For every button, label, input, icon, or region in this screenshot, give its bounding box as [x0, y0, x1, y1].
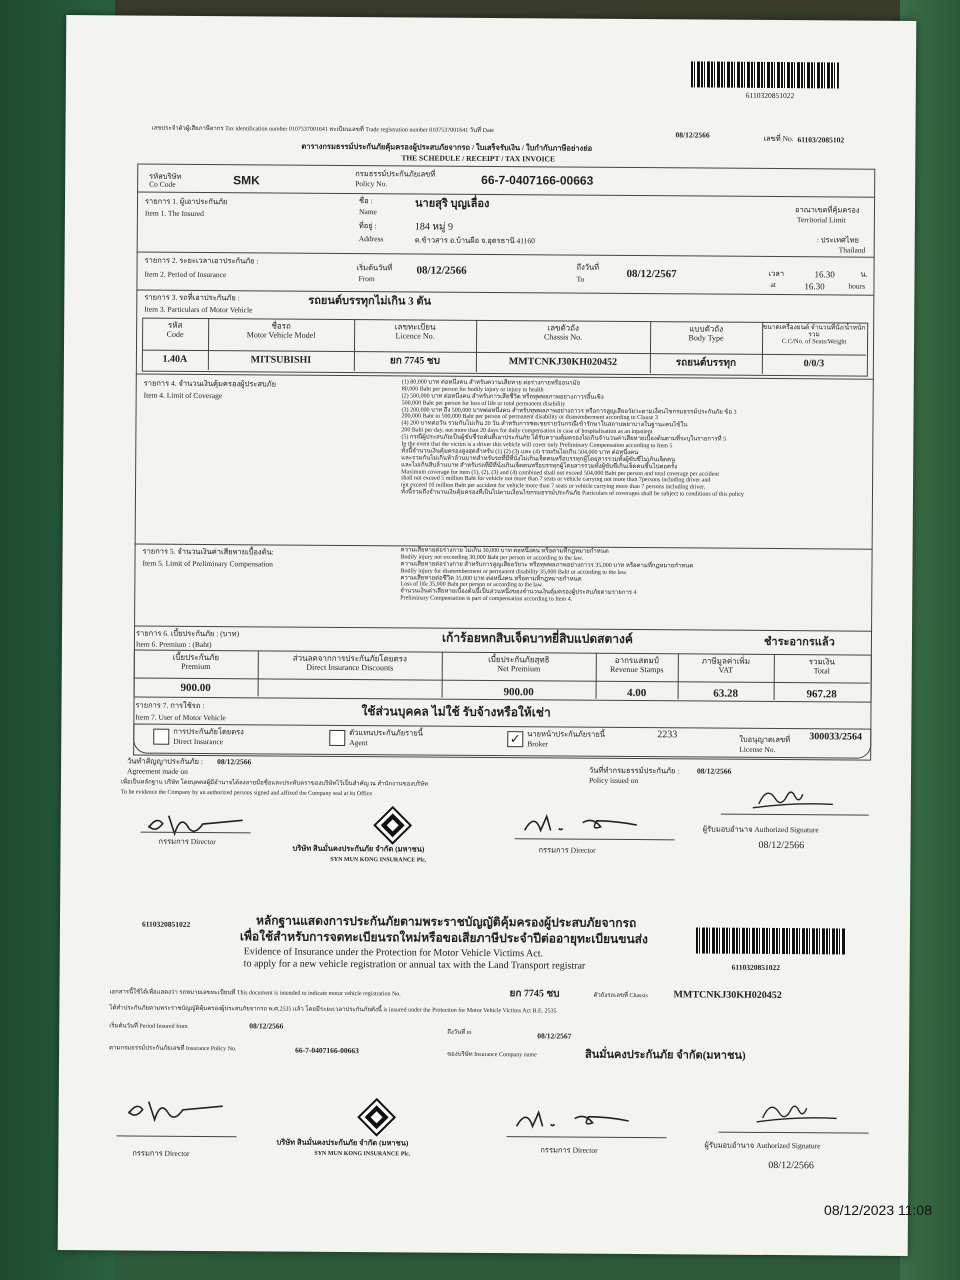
agreement-label: วันทำสัญญาประกันภัย :	[127, 756, 204, 767]
amount-in-words: เก้าร้อยหกสิบเจ็ดบาทยี่สิบแปดสตางค์	[441, 630, 633, 647]
serial-top: 6110320851022	[745, 90, 795, 101]
vehicle-code: 1.40A	[162, 353, 188, 365]
evidence-director-label-2: กรรมการ Director	[540, 1145, 598, 1155]
stamp-value: 4.00	[626, 686, 647, 700]
from-label-en: From	[358, 274, 375, 284]
evidence-from: 08/12/2566	[249, 1021, 284, 1031]
address-line1: 184 หมู่ 9	[414, 221, 454, 233]
time-label-en: at	[770, 279, 776, 290]
col-th: อากรแสตมป์	[614, 655, 659, 666]
barcode-evidence	[696, 927, 846, 954]
vehicle-class: รถยนต์บรรทุกไม่เกิน 3 ตัน	[308, 294, 432, 308]
company-name-en: SYN MUN KONG INSURANCE Plc.	[330, 856, 427, 864]
evidence-statement-th: เพื่อเป็นหลักฐาน บริษัท โดยบุคคลผู้มีอำนาจได้ลงลายมือชื่อและประทับตราของบริษัทไว้เป็นสำคัญ ณ สำนักงานของบริษัท	[120, 779, 429, 788]
evidence-to-label: ถึงวันที่ to	[447, 1029, 472, 1036]
prelim-line: Preliminary Compensation is part of compensation according to Item 4.	[400, 595, 573, 603]
vehicle-use: ใช้ส่วนบุคคล ไม่ใช้ รับจ้างหรือให้เช่า	[361, 704, 551, 720]
evidence-company-name-th: บริษัท สินมั่นคงประกันภัย จำกัด (มหาชน)	[276, 1137, 409, 1148]
coverage-line: 200 Baht per day, not more than 20 days for daily compensation in case of hospitalisation as an inpatient	[401, 427, 653, 436]
discount-col-header	[258, 654, 442, 673]
col-th: แบบตัวถัง	[689, 324, 724, 334]
item1-label-en: Item 1. The Insured	[144, 208, 204, 219]
issued-label-en: Policy issued on	[588, 775, 639, 786]
item3-label-en: Item 3. Particulars of Motor Vehicle	[144, 304, 253, 315]
from-label: เริ่มต้นวันที่	[356, 263, 393, 273]
barcode-top	[691, 61, 839, 88]
signature-line	[116, 1135, 236, 1137]
col-model-header	[208, 322, 354, 341]
director-label-2: กรรมการ Director	[538, 845, 596, 855]
evidence-from-label: เริ่มต้นวันที่ Period Insured from	[109, 1023, 188, 1030]
title-th: ตารางกรมธรรม์ประกันภัยคุ้มครองผู้ประสบภัยจากรถ / ใบเสร็จรับเงิน / ใบกำกับภาษีอย่างย่อ	[301, 141, 593, 153]
insurance-document	[58, 15, 917, 1256]
prelim-line: Bodily injury for dismemberment or permanent disability 35,000 Baht or according to the law.	[400, 568, 628, 576]
doc-date: 08/12/2566	[675, 130, 710, 140]
policy-number: 66-7-0407166-00663	[481, 172, 594, 188]
issued-label: วันที่ทำกรมธรรม์ประกันภัย :	[589, 765, 680, 776]
col-en: Body Type	[688, 333, 724, 343]
col-en: Chassis No.	[543, 332, 583, 342]
coverage-line: และไม่เกินสิบล้านบาท สำหรับรถที่มีที่นั่งเกินเจ็ดคนหรือบรรทุกผู้โดยสารรวมทั้งผู้ขับขี่เกินเจ็ดคนขึ้นไปต่อครั้ง	[401, 462, 678, 471]
stamp-duty-paid: ชำระอากรแล้ว	[763, 635, 835, 649]
agent-label: ตัวแทนประกันภัยรายนี้	[349, 728, 423, 738]
to-label: ถึงวันที่	[576, 262, 600, 272]
time-to: 16.30	[804, 281, 825, 292]
direct-label-en: Direct Insurance	[173, 736, 224, 747]
evidence-serial-right: 6110320851022	[731, 962, 781, 973]
item5-label-en: Item 5. Limit of Preliminary Compensation	[142, 558, 273, 569]
signature-line	[506, 1136, 666, 1138]
time-from: 16.30	[814, 269, 835, 280]
period-to: 08/12/2567	[626, 267, 677, 281]
col-en: Total	[813, 666, 830, 676]
col-th: รหัส	[167, 320, 183, 330]
item7-label-en: Item 7. User of Motor Vehicle	[135, 712, 226, 723]
company-name-th: บริษัท สินมั่นคงประกันภัย จำกัด (มหาชน)	[292, 843, 425, 854]
coverage-line: not exceed 10 million Baht per accident for vehicle more than 7 seats or vehicle carrying more than 7 persons including driver.	[401, 482, 706, 491]
total-col-header	[774, 658, 870, 676]
coverage-line: และรวมกันไม่เกินห้าล้านบาทสำหรับรถที่มีที่นั่งไม่เกินเจ็ดคนหรือบรรทุกผู้โดยสารรวมทั้งผู้ขับขี่ไม่เกินเจ็ดคน	[401, 455, 676, 464]
col-th: เลขทะเบียน	[394, 322, 436, 332]
evidence-director-signature-2	[511, 1104, 661, 1135]
item6-label: รายการ 6. เบี้ยประกันภัย : (บาท)	[135, 628, 240, 639]
licence-no: ยก 7745 ชบ	[389, 355, 440, 367]
col-th: ชื่อรถ	[271, 321, 291, 331]
photo-timestamp: 08/12/2023 11:08	[824, 1202, 932, 1218]
preliminary-text	[400, 547, 870, 605]
country-en: Thailand	[838, 245, 866, 255]
net-col-header	[442, 656, 596, 675]
evidence-director-signature-1	[119, 1087, 249, 1128]
agent-label-en: Agent	[349, 738, 368, 748]
evidence-authorized-label: ผู้รับมอบอำนาจ Authorized Signature	[704, 1140, 821, 1151]
code-label: รหัสบริษัท	[149, 171, 182, 181]
item3-label: รายการ 3. รถที่เอาประกันภัย :	[144, 292, 240, 303]
evidence-to: 08/12/2567	[537, 1031, 572, 1041]
item7-label: รายการ 7. การใช้รถ :	[135, 700, 205, 711]
item6-label-en: Item 6. Premium : (Baht)	[135, 639, 212, 650]
authorized-date: 08/12/2566	[758, 839, 805, 852]
prelim-line: ความเสียหายต่อร่างกาย ไม่เกิน 30,000 บาท ต่อหนึ่งคน หรือตามที่กฎหมายกำหนด	[400, 547, 609, 555]
evidence-company: สินมั่นคงประกันภัย จำกัด(มหาชน)	[585, 1048, 746, 1062]
vat-value: 63.28	[713, 687, 739, 700]
receipt-label: เลขที่ No.	[763, 133, 794, 144]
col-en: C.C/No. of Seats/Weight	[781, 338, 847, 346]
evidence-company-logo	[356, 1097, 396, 1137]
name-label: ชื่อ :	[359, 196, 373, 206]
director-signature-2	[519, 808, 669, 839]
evidence-title-th1: หลักฐานแสดงการประกันภัยตามพระราชบัญญัติคุ้มครองผู้ประสบภัยจากรถ	[255, 913, 637, 931]
evidence-authorized-date: 08/12/2566	[768, 1159, 814, 1172]
time-label: เวลา	[768, 268, 785, 279]
chassis-no: MMTCNKJ30KH020452	[508, 356, 618, 368]
col-en: Motor Vehicle Model	[246, 330, 316, 340]
col-th: ส่วนลดจากการประกันภัยโดยตรง	[292, 653, 407, 664]
total-value: 967.28	[806, 688, 837, 701]
coverage-line: 500,000 Baht per person for loss of life or total permanent disability	[401, 400, 566, 408]
coverage-line: (4) 200 บาทต่อวัน รวมกันไม่เกิน 20 วัน สำหรับการชดเชยรายวันกรณีเข้ารักษาในสถานพยาบาลในฐานะคนไข้ใน	[401, 420, 688, 429]
authorized-label: ผู้รับมอบอำนาจ Authorized Signature	[702, 824, 819, 835]
body-type: รถยนต์บรรทุก	[675, 357, 737, 369]
agent-checkbox	[329, 730, 345, 746]
country: : ประเทศไทย	[816, 235, 859, 245]
col-th: เบี้ยประกันภัยสุทธิ	[488, 655, 550, 665]
coverage-line: (2) 500,000 บาท ต่อหนึ่งคน สำหรับการเสียชีวิต หรือทุพพลภาพอย่างถาวรสิ้นเชิง	[401, 393, 604, 401]
policy-label: กรมธรรม์ประกันภัยเลขที่	[355, 169, 436, 179]
license-label: ใบอนุญาตเลขที่	[739, 734, 791, 745]
broker-checkbox: ✓	[507, 731, 523, 747]
coverage-line: shall not exceed 5 million Baht for vehicle not more than 7 seats or vehicle carrying not more than 7persons including driver and	[401, 475, 711, 485]
col-th: เลขตัวถัง	[547, 323, 579, 333]
item2-label-en: Item 2. Period of Insurance	[144, 269, 227, 280]
territory-label-en: Territorial Limit	[796, 215, 846, 225]
evidence-line2: ได้ทำประกันภัยตามพระราชบัญญัติคุ้มครองผู้ประสบภัยจากรถ พ.ศ.2535 แล้ว โดยมีระยะเวลาประกันภัยดังนี้ is insured under the Protection for Motor Vehicle Victims Act B.E. 2535	[109, 1005, 557, 1015]
col-engine-header	[762, 324, 866, 346]
addr-label: ที่อยู่ :	[358, 221, 377, 231]
address-line2: ต.ข้าวสาร อ.บ้านผือ จ.อุดรธานี 41160	[414, 235, 535, 246]
prelim-line: ความเสียหายต่อร่างกาย สำหรับการสูญเสียอวัยวะ หรือทุพพลภาพอย่างถาวร 35,000 บาท หรือตามที่กฎหมายกำหนด	[400, 561, 694, 570]
col-th: ภาษีมูลค่าเพิ่ม	[701, 656, 751, 666]
item5-label: รายการ 5. จำนวนเงินค่าเสียหายเบื้องต้น:	[142, 546, 274, 557]
direct-checkbox	[153, 729, 169, 745]
broker-code: 2233	[657, 729, 678, 741]
premium-value: 900.00	[180, 681, 211, 695]
col-body-header	[650, 325, 762, 343]
license-number: 300033/2564	[809, 731, 863, 743]
director-label-1: กรรมการ Director	[158, 836, 216, 847]
signature-line	[515, 838, 675, 840]
evidence-authorized-signature	[753, 1094, 843, 1131]
evidence-title-th2: เพื่อใช้สำหรับการจดทะเบียนรถใหม่หรือขอเสียภาษีประจำปีต่ออายุทะเบียนขนส่ง	[239, 929, 648, 947]
time-unit: น.	[860, 269, 868, 279]
col-en: Licence No.	[395, 331, 435, 341]
col-en: Premium	[181, 661, 211, 671]
evidence-director-label-1: กรรมการ Director	[132, 1148, 190, 1158]
col-code-header	[142, 322, 208, 340]
agreement-date: 08/12/2566	[217, 757, 252, 767]
broker-label-en: Broker	[527, 739, 549, 749]
issued-date: 08/12/2566	[697, 766, 732, 776]
col-en: Revenue Stamps	[609, 664, 664, 675]
col-chassis-header	[476, 324, 650, 343]
col-en: VAT	[718, 665, 734, 675]
time-unit-en: hours	[848, 281, 866, 291]
evidence-policy-no: 66-7-0407166-00663	[295, 1045, 359, 1056]
period-from: 08/12/2566	[416, 264, 467, 277]
col-th: รวมเงิน	[808, 657, 835, 667]
col-en: Direct Insurance Discounts	[306, 662, 394, 673]
evidence-company-name-en: SYN MUN KONG INSURANCE Plc.	[314, 1150, 411, 1158]
prelim-line: ความเสียหายต่อชีวิต 35,000 บาท ต่อหนึ่งคน หรือตามที่กฎหมายกำหนด	[400, 574, 582, 583]
coverage-line: ทั้งนี้จำนวนเงินคุ้มครองสูงสุดสำหรับ (1) (2) (3) และ (4) รวมกันไม่เกิน 504,000 บาท ต่อหนึ่งคน	[401, 448, 639, 456]
evidence-statement-en: To be evidence the Company by an authorized persons signed and affixed the Company seal at its Office	[120, 789, 373, 798]
coverage-line: 200,000 Baht to 500,000 Baht per person of permanent disability or dismemberment according to Clause 3	[401, 413, 658, 422]
item2-label: รายการ 2. ระยะเวลาเอาประกันภัย :	[144, 255, 259, 266]
evidence-title-en1: Evidence of Insurance under the Protection for Motor Vehicle Victims Act.	[243, 946, 544, 960]
evidence-chassis-label: ตัวถังรถเลขที่ Chassis	[593, 992, 648, 1000]
license-label-en: License No.	[739, 744, 776, 755]
evidence-serial-left: 6110320851022	[141, 919, 191, 929]
vehicle-model: MITSUBISHI	[250, 354, 312, 366]
coverage-line: In the event that the victim is a driver this vehicle will cover only Preliminary Compensation according to Item 5	[401, 441, 673, 450]
agreement-label-en: Agreement made on	[127, 766, 188, 776]
prelim-line: Loss of life 35,000 Baht per person or according to the law.	[400, 581, 544, 589]
coverage-line: Maximum coverage for item (1), (2), (3) and (4) combined shall not exceed 504,000 Baht per person and total coverage per accident	[401, 468, 720, 478]
coverage-line: 80,000 Baht per person for bodily injury or injury to health	[401, 386, 544, 394]
evidence-title-en2: to apply for a new vehicle registration or annual tax with the Land Transport registrar	[243, 958, 586, 972]
title-en: THE SCHEDULE / RECEIPT / TAX INVOICE	[401, 153, 556, 164]
coverage-text	[401, 379, 872, 499]
item4-label-en: Item 4. Limit of Coverage	[143, 390, 223, 401]
coverage-line: (3) 200,000 บาท ถึง 500,000 บาทต่อหนึ่งคน สำหรับทุพพลภาพอย่างถาวร หรือการสูญเสียอวัยวะตามเงื่อนไขกรมธรรม์ประกันภัย ข้อ 3	[401, 406, 737, 416]
engine-seats-weight: 0/0/3	[803, 358, 825, 370]
evidence-chassis: MMTCNKJ30KH020452	[673, 989, 782, 1002]
company-code: SMK	[233, 173, 260, 188]
tax-line: เลขประจำตัวผู้เสียภาษีอากร Tax identification number 0107537001641 ทะเบียนเลขที่ Trade registration number 0107537001641 วันที่ Date	[151, 125, 494, 135]
col-th: เบี้ยประกันภัย	[172, 652, 220, 663]
col-licence-header	[354, 323, 476, 341]
stamp-col-header	[596, 657, 678, 675]
code-label-en: Co Code	[149, 179, 176, 189]
authorized-signature	[749, 780, 839, 817]
policy-label-en: Policy No.	[355, 179, 388, 189]
addr-label-en: Address	[358, 234, 384, 244]
evidence-reg-no: ยก 7745 ชบ	[509, 988, 560, 1000]
insured-name: นายสุริ บุญเลื่อง	[414, 197, 490, 211]
vat-col-header	[678, 657, 774, 675]
evidence-policy-label: ตามกรมธรรม์ประกันภัยเลขที่ Insurance Policy No.	[109, 1045, 237, 1053]
company-logo	[373, 805, 413, 845]
coverage-line: (5) กรณีผู้ประสบภัยเป็นผู้ขับขี่รถคันที่เอาประกันภัย ได้รับความคุ้มครองไม่เกินจำนวนค่าเสียหายเบื้องต้นตามที่ระบุในรายการที่ 5	[401, 434, 727, 443]
direct-label: การประกันภัยโดยตรง	[173, 726, 244, 737]
col-en: Code	[166, 329, 184, 339]
territory-label: อาณาเขตที่คุ้มครอง	[794, 205, 860, 215]
to-label-en: To	[576, 274, 585, 284]
net-premium-value: 900.00	[503, 686, 534, 699]
coverage-line: (1) 80,000 บาท ต่อหนึ่งคน สำหรับความเสียหาย ต่อร่างกายหรืออนามัย	[401, 379, 581, 387]
item4-label: รายการ 4. จำนวนเงินคุ้มครองผู้ประสบภัย	[143, 378, 277, 389]
signature-line	[719, 1132, 869, 1134]
premium-col-header	[134, 654, 258, 672]
prelim-line: Bodily injury not exceeding 30,000 Baht per person or according to the law.	[400, 554, 584, 562]
prelim-line: จำนวนเงินค่าเสียหายเบื้องต้นนี้เป็นส่วนหนึ่งของจำนวนเงินคุ้มครองผู้ประสบภัยตามรายการ 4	[400, 588, 637, 597]
broker-label: นายหน้าประกันภัยรายนี้	[527, 729, 605, 739]
coverage-line: ทั้งนี้รวมถึงจำนวนเงินคุ้มครองที่เป็นไปตามเงื่อนไขกรมธรรม์ประกันภัย Particulars of coverages shall be subject to conditions of this policy	[400, 489, 744, 499]
item1-label: รายการ 1. ผู้เอาประกันภัย	[144, 196, 228, 207]
evidence-company-label: ของบริษัท Insurance Company name	[447, 1051, 537, 1059]
col-en: Net Premium	[497, 663, 541, 674]
receipt-no: 61103/2085102	[797, 135, 845, 145]
col-th: ขนาดเครื่องยนต์ จำนวนที่นั่ง/น้ำหนักรวม	[762, 323, 866, 339]
evidence-line1: เอกสารนี้ใช้ได้เพื่อแสดงว่า รถหมายเลขทะเบียนที่ This document is intended to indicate motor vehicle registration No.	[109, 989, 401, 998]
name-label-en: Name	[358, 207, 377, 217]
